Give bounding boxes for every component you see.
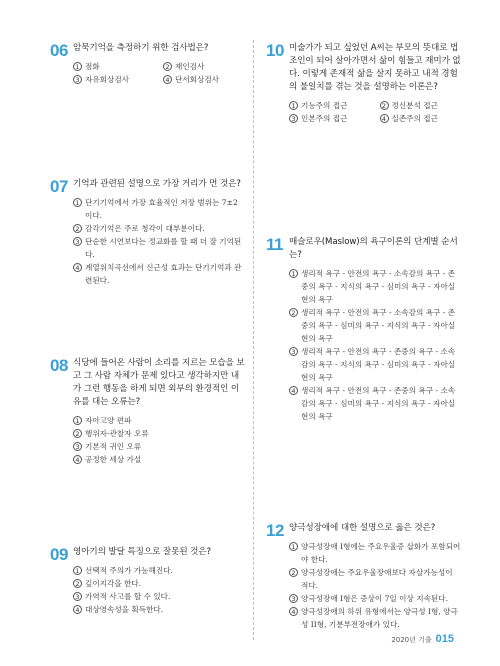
question-number: 09	[50, 545, 68, 564]
option-3[interactable]: 3 단순한 시연보다는 정교화를 할 때 더 잘 기억된다.	[73, 235, 245, 261]
option-2[interactable]: 2 행위자-관찰자 오류	[73, 427, 245, 440]
options	[73, 60, 245, 86]
footer-label: 2020년 기출	[391, 636, 432, 644]
option-1[interactable]: 1 단기기억에서 가장 효율적인 저장 범위는 7±2이다.	[73, 196, 245, 222]
question-number: 11	[266, 235, 283, 254]
option-4[interactable]: 4 공정한 세상 가설	[73, 453, 245, 466]
question-text: 식당에 들어온 사람이 소리를 지르는 모습을 보고 그 사람 자체가 문제 있다고 생각하지만 내가 그런 행동을 하게 되면 외부의 환경적인 이유를 대는 오류는?	[73, 358, 245, 407]
option-2[interactable]: 2 생리적 욕구 - 안전의 욕구 - 소속감의 욕구 - 존중의 욕구 - 심미의 욕구 - 지식의 욕구 - 자아실현의 욕구	[289, 306, 462, 345]
option-3[interactable]: 3 가역적 사고를 할 수 있다.	[73, 590, 245, 603]
option-1[interactable]: 1 양극성장애 I형에는 주요우울증 삽화가 포함되어야 한다.	[289, 540, 462, 566]
option-3[interactable]: 3 양극성장애 I형은 증상이 7일 이상 지속된다.	[289, 592, 462, 605]
question-text: 영아기의 발달 특징으로 잘못된 것은?	[73, 547, 212, 557]
page-number: 015	[435, 633, 454, 645]
option-4[interactable]: 4 단서회상검사	[163, 73, 245, 86]
question-09	[50, 546, 245, 616]
option-4[interactable]: 4 생리적 욕구 - 안전의 욕구 - 존중의 욕구 - 소속감의 욕구 - 심미의 욕구 - 지식의 욕구 - 자아실현의 욕구	[289, 384, 462, 423]
option-2[interactable]: 2 깊이지각을 한다.	[73, 577, 245, 590]
options	[289, 267, 462, 423]
question-number: 06	[50, 41, 68, 60]
options	[289, 540, 462, 631]
question-text: 기억과 관련된 설명으로 가장 거리가 먼 것은?	[73, 179, 241, 189]
question-number: 07	[50, 177, 68, 196]
question-text: 매슬로우(Maslow)의 욕구이론의 단계별 순서는?	[289, 237, 458, 260]
question-text: 미술가가 되고 싶었던 A씨는 부모의 뜻대로 법조인이 되어 살아가면서 삶이 힘들고 재미가 없다. 이렇게 존재적 삶을 살지 못하고 내적 경험의 불일치를 겪는 것을 설명하는 이론은?	[289, 43, 461, 92]
question-text: 암묵기억을 측정하기 위한 검사법은?	[73, 43, 209, 53]
question-10	[266, 42, 462, 125]
option-1[interactable]: 1 생리적 욕구 - 안전의 욕구 - 소속감의 욕구 - 존중의 욕구 - 지식의 욕구 - 심미의 욕구 - 자아실현의 욕구	[289, 267, 462, 306]
option-4[interactable]: 4 계열위치곡선에서 신근성 효과는 단기기억과 관련된다.	[73, 261, 245, 287]
question-12	[266, 522, 462, 631]
question-08	[50, 357, 245, 466]
options	[73, 196, 245, 287]
question-06	[50, 42, 245, 86]
option-3[interactable]: 3 기본적 귀인 오류	[73, 440, 245, 453]
question-text: 양극성장애에 대한 설명으로 옳은 것은?	[289, 523, 436, 533]
question-number: 08	[50, 356, 68, 375]
option-2[interactable]: 2 재인검사	[163, 60, 245, 73]
question-number: 10	[266, 41, 284, 60]
options	[73, 414, 245, 466]
option-2[interactable]: 2 정신분석 접근	[380, 99, 463, 112]
option-4[interactable]: 4 대상영속성을 획득한다.	[73, 603, 245, 616]
column-divider	[253, 40, 254, 640]
option-3[interactable]: 3 자유회상검사	[73, 73, 155, 86]
option-1[interactable]: 1 기능주의 접근	[289, 99, 372, 112]
option-3[interactable]: 3 인본주의 접근	[289, 112, 372, 125]
question-number: 12	[266, 521, 284, 540]
option-1[interactable]: 1 자아고양 편파	[73, 414, 245, 427]
option-3[interactable]: 3 생리적 욕구 - 안전의 욕구 - 존중의 욕구 - 소속감의 욕구 - 지식의 욕구 - 심미의 욕구 - 자아실현의 욕구	[289, 345, 462, 384]
option-2[interactable]: 2 양극성장애는 주요우울장애보다 자살가능성이 적다.	[289, 566, 462, 592]
options	[289, 99, 462, 125]
options	[73, 564, 245, 616]
option-1[interactable]: 1 선택적 주의가 가능해진다.	[73, 564, 245, 577]
page-footer	[391, 633, 454, 645]
question-07	[50, 178, 245, 287]
option-4[interactable]: 4 양극성장애의 하위 유형에서는 양극성 I형, 양극성 II형, 기분부전장애가 있다.	[289, 605, 462, 631]
option-2[interactable]: 2 감각기억은 주로 청각이 대부분이다.	[73, 222, 245, 235]
question-11	[266, 236, 462, 423]
option-1[interactable]: 1 점화	[73, 60, 155, 73]
option-4[interactable]: 4 실존주의 접근	[380, 112, 463, 125]
